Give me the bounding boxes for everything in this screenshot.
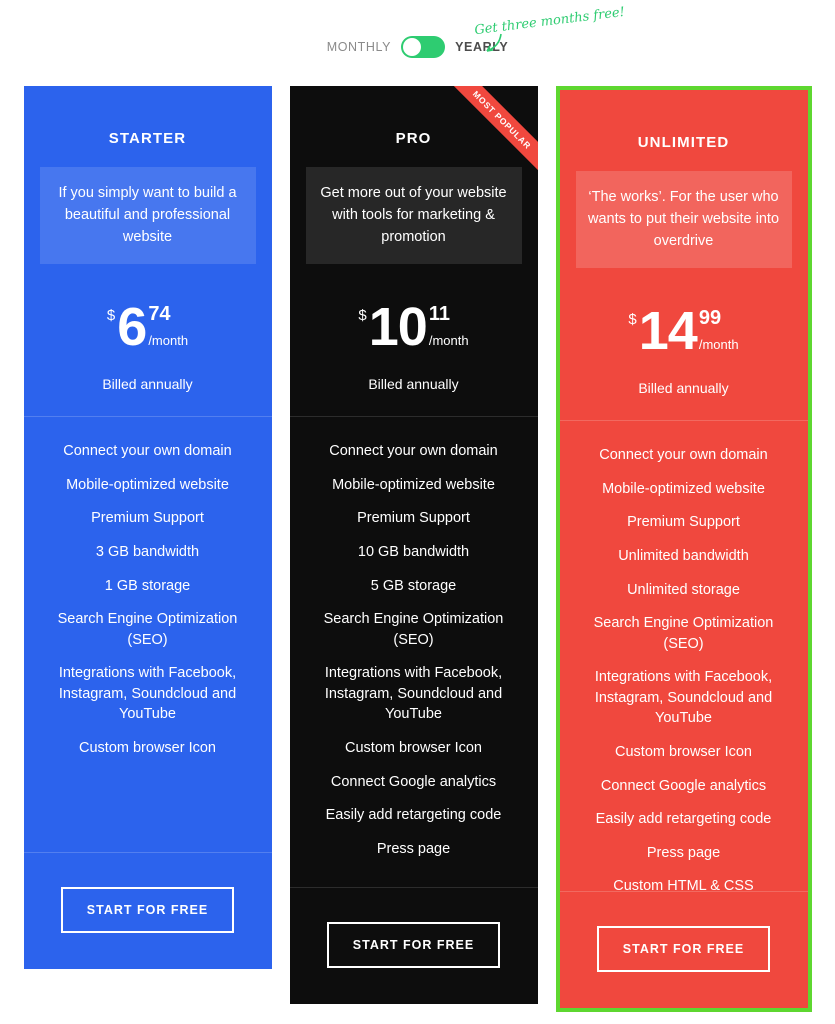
plan-price-unlimited <box>560 301 808 362</box>
list-item: Premium Support <box>357 510 470 527</box>
list-item: Premium Support <box>91 510 204 527</box>
list-item: Connect Google analytics <box>600 777 767 794</box>
pricing-cards <box>0 86 835 1012</box>
list-item: Connect your own domain <box>329 443 498 460</box>
price-suffix <box>429 304 469 347</box>
price-currency: $ <box>358 307 367 325</box>
most-popular-ribbon-label: MOST POPULAR <box>438 86 538 184</box>
price-suffix <box>148 304 188 347</box>
price-cents: 74 <box>148 303 171 326</box>
list-item: Easily add retargeting code <box>325 807 502 824</box>
plan-title-starter: STARTER <box>108 130 187 147</box>
plan-price-pro <box>290 297 538 358</box>
list-item: Integrations with Facebook, Instagram, Soundcloud and YouTube <box>58 665 237 723</box>
list-item: Search Engine Optimization (SEO) <box>57 611 238 648</box>
list-item: Custom browser Icon <box>615 744 752 761</box>
list-item: Custom browser Icon <box>345 740 482 757</box>
plan-title-unlimited: UNLIMITED <box>637 134 730 151</box>
price-currency: $ <box>106 307 116 325</box>
billing-period-switch[interactable] <box>401 36 445 58</box>
plan-billing-note-pro: Billed annually <box>368 376 459 393</box>
toggle-label-yearly[interactable]: YEARLY <box>455 40 509 54</box>
price-cents: 99 <box>698 307 722 330</box>
price-amount: 6 <box>117 297 147 358</box>
plan-billing-note-unlimited: Billed annually <box>638 380 729 397</box>
promo-text: Get three months free! <box>473 4 626 39</box>
list-item: Mobile-optimized website <box>602 480 765 497</box>
billing-toggle-row <box>0 36 835 58</box>
plan-description-starter: If you simply want to build a beautiful and professional website <box>40 167 256 264</box>
divider <box>560 420 808 421</box>
cta-wrap-starter <box>24 852 272 969</box>
plan-card-wrap-pro <box>290 86 538 1004</box>
divider <box>290 416 538 417</box>
list-item: Easily add retargeting code <box>595 811 772 828</box>
plan-billing-note-starter: Billed annually <box>102 376 193 393</box>
list-item: Connect Google analytics <box>330 773 497 790</box>
curved-arrow-icon <box>481 32 505 56</box>
price-suffix <box>699 308 739 351</box>
divider <box>290 887 538 888</box>
list-item: Connect your own domain <box>599 447 768 464</box>
plan-card-wrap-unlimited <box>556 86 812 1012</box>
list-item: 5 GB storage <box>370 577 457 594</box>
plan-card-pro <box>290 86 538 1004</box>
price-period: /month <box>428 333 469 349</box>
list-item: 10 GB bandwidth <box>357 543 470 560</box>
list-item: Custom HTML & CSS <box>613 878 754 895</box>
divider <box>560 891 808 892</box>
price-currency: $ <box>628 311 637 329</box>
switch-knob <box>403 38 421 56</box>
feature-list-pro <box>290 441 538 859</box>
plan-title-pro: PRO <box>395 130 432 147</box>
list-item: Unlimited storage <box>627 581 740 598</box>
list-item: Search Engine Optimization (SEO) <box>323 611 504 648</box>
price-amount: 14 <box>638 301 697 362</box>
divider <box>24 416 272 417</box>
price-period: /month <box>698 337 739 353</box>
plan-description-pro: Get more out of your website with tools for marketing & promotion <box>306 167 522 264</box>
feature-list-unlimited <box>560 445 808 897</box>
feature-list-starter <box>24 441 272 758</box>
list-item: Search Engine Optimization (SEO) <box>593 615 774 652</box>
price-cents: 11 <box>428 303 450 326</box>
plan-price-starter <box>24 297 272 358</box>
list-item: Integrations with Facebook, Instagram, Soundcloud and YouTube <box>594 669 773 727</box>
list-item: Connect your own domain <box>63 443 232 460</box>
list-item: Custom browser Icon <box>79 740 216 757</box>
list-item: 1 GB storage <box>104 577 191 594</box>
cta-wrap-pro <box>290 887 538 1004</box>
plan-card-wrap-starter <box>24 86 272 969</box>
start-for-free-button-starter[interactable]: START FOR FREE <box>61 887 234 933</box>
list-item: Mobile-optimized website <box>332 476 495 493</box>
price-amount: 10 <box>368 297 427 358</box>
start-for-free-button-unlimited[interactable]: START FOR FREE <box>597 926 770 972</box>
plan-description-unlimited: ‘The works’. For the user who wants to put their website into overdrive <box>576 171 792 268</box>
toggle-label-monthly[interactable]: MONTHLY <box>326 40 392 54</box>
list-item: Integrations with Facebook, Instagram, Soundcloud and YouTube <box>324 665 503 723</box>
list-item: Premium Support <box>627 514 740 531</box>
cta-wrap-unlimited <box>560 891 808 1008</box>
plan-card-unlimited <box>560 90 808 1008</box>
list-item: 3 GB bandwidth <box>95 543 200 560</box>
start-for-free-button-pro[interactable]: START FOR FREE <box>327 922 500 968</box>
plan-card-starter <box>24 86 272 969</box>
list-item: Mobile-optimized website <box>66 476 229 493</box>
list-item: Unlimited bandwidth <box>618 547 749 564</box>
list-item: Press page <box>646 844 721 861</box>
divider <box>24 852 272 853</box>
price-period: /month <box>148 333 189 349</box>
list-item: Press page <box>376 840 451 857</box>
